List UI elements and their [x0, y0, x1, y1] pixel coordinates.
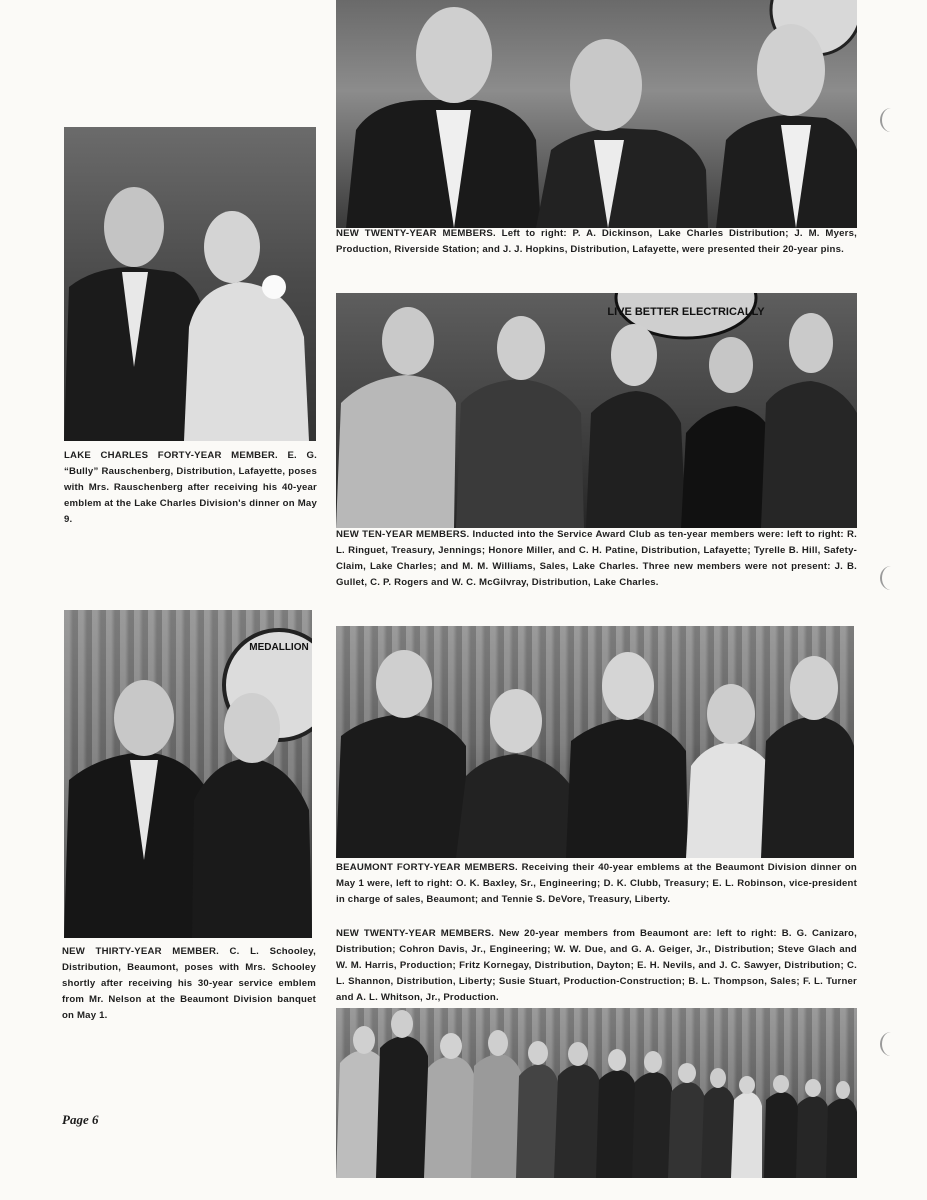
sign-text: LIVE BETTER ELECTRICALLY — [607, 306, 765, 318]
photo-beaumont-twenty-year-members — [336, 1008, 857, 1178]
binder-hole-middle — [880, 566, 902, 590]
caption-twenty-year-top — [336, 226, 857, 258]
caption-body: Inducted into the Service Award Club as ten-year members were: left to right: R. L. Ringuet, Treasury, Jennings; Honore Miller, and C. H. Patine, Distribution, Lafayette; Tyrelle B. Hill, Safety-Claim, Lake Charles; and M. M. Williams, Sales, Lake Charles. Three new members were not present: J. B. Gullet, C. P. Rogers and W. C. McGilvray, Distribution, Lake Charles. — [336, 529, 857, 588]
people-silhouettes — [64, 610, 312, 938]
caption-ten-year-members — [336, 527, 857, 591]
caption-heading: NEW TEN-YEAR MEMBERS. — [336, 529, 470, 540]
caption-body: New 20-year members from Beaumont are: left to right: B. G. Canizaro, Distribution; Cohron Davis, Jr., Engineering; W. W. Due, and G. A. Geiger, Jr., Distribution; Steve Glach and W. M. Harris, Production; Fritz Kornegay, Distribution, Dayton; E. H. Nevils, and J. C. Sawyer, Distribution; C. L. Shannon, Distribution, Liberty; Susie Stuart, Production-Construction; B. L. Thompson, Sales; F. L. Turner and A. L. Whitson, Jr., Production. — [336, 928, 857, 1003]
caption-beaumont-forty-year-members — [336, 860, 857, 908]
photo-thirty-year-member — [64, 610, 312, 938]
sign-text: MEDALLION — [249, 642, 309, 653]
caption-thirty-year-member — [62, 944, 316, 1024]
caption-beaumont-twenty-year-members — [336, 926, 857, 1006]
caption-body: C. L. Schooley, Distribution, Beaumont, poses with Mrs. Schooley shortly after receiving his 30-year service emblem from Mr. Nelson at the Beaumont Division banquet on May 1. — [62, 946, 316, 1021]
people-silhouettes — [64, 127, 316, 441]
caption-heading: NEW THIRTY-YEAR MEMBER. — [62, 946, 219, 957]
caption-body: E. G. “Bully” Rauschenberg, Distribution, Lafayette, poses with Mrs. Rauschenberg after receiving his 40-year emblem at the Lake Charles Division's dinner on May 9. — [64, 450, 317, 525]
caption-heading: NEW TWENTY-YEAR MEMBERS. — [336, 928, 495, 939]
page-number: Page 6 — [62, 1112, 99, 1127]
photo-lake-charles-forty-year — [64, 127, 316, 441]
caption-body: Receiving their 40-year emblems at the Beaumont Division dinner on May 1 were, left to right: O. K. Baxley, Sr., Engineering; D. K. Clubb, Treasury; E. L. Robinson, vice-president in charge of sales, Beaumont; and Tennie S. DeVore, Treasury, Liberty. — [336, 862, 857, 905]
caption-heading: NEW TWENTY-YEAR MEMBERS. — [336, 228, 496, 239]
caption-heading: LAKE CHARLES FORTY-YEAR MEMBER. — [64, 450, 278, 461]
people-silhouettes — [336, 1008, 857, 1178]
photo-beaumont-forty-year-members — [336, 626, 854, 858]
photo-ten-year-members — [336, 293, 857, 528]
people-silhouettes — [336, 293, 857, 528]
binder-hole-top — [880, 108, 902, 132]
photo-twenty-year-members-top — [336, 0, 857, 228]
caption-heading: BEAUMONT FORTY-YEAR MEMBERS. — [336, 862, 518, 873]
people-silhouettes — [336, 626, 854, 858]
caption-lake-charles-forty-year — [64, 448, 317, 528]
people-silhouettes — [336, 0, 857, 228]
caption-body: Left to right: P. A. Dickinson, Lake Charles Distribution; J. M. Myers, Production, Riverside Station; and J. J. Hopkins, Distribution, Lafayette, were presented their 20-year pins. — [336, 228, 857, 255]
binder-hole-bottom — [880, 1032, 902, 1056]
